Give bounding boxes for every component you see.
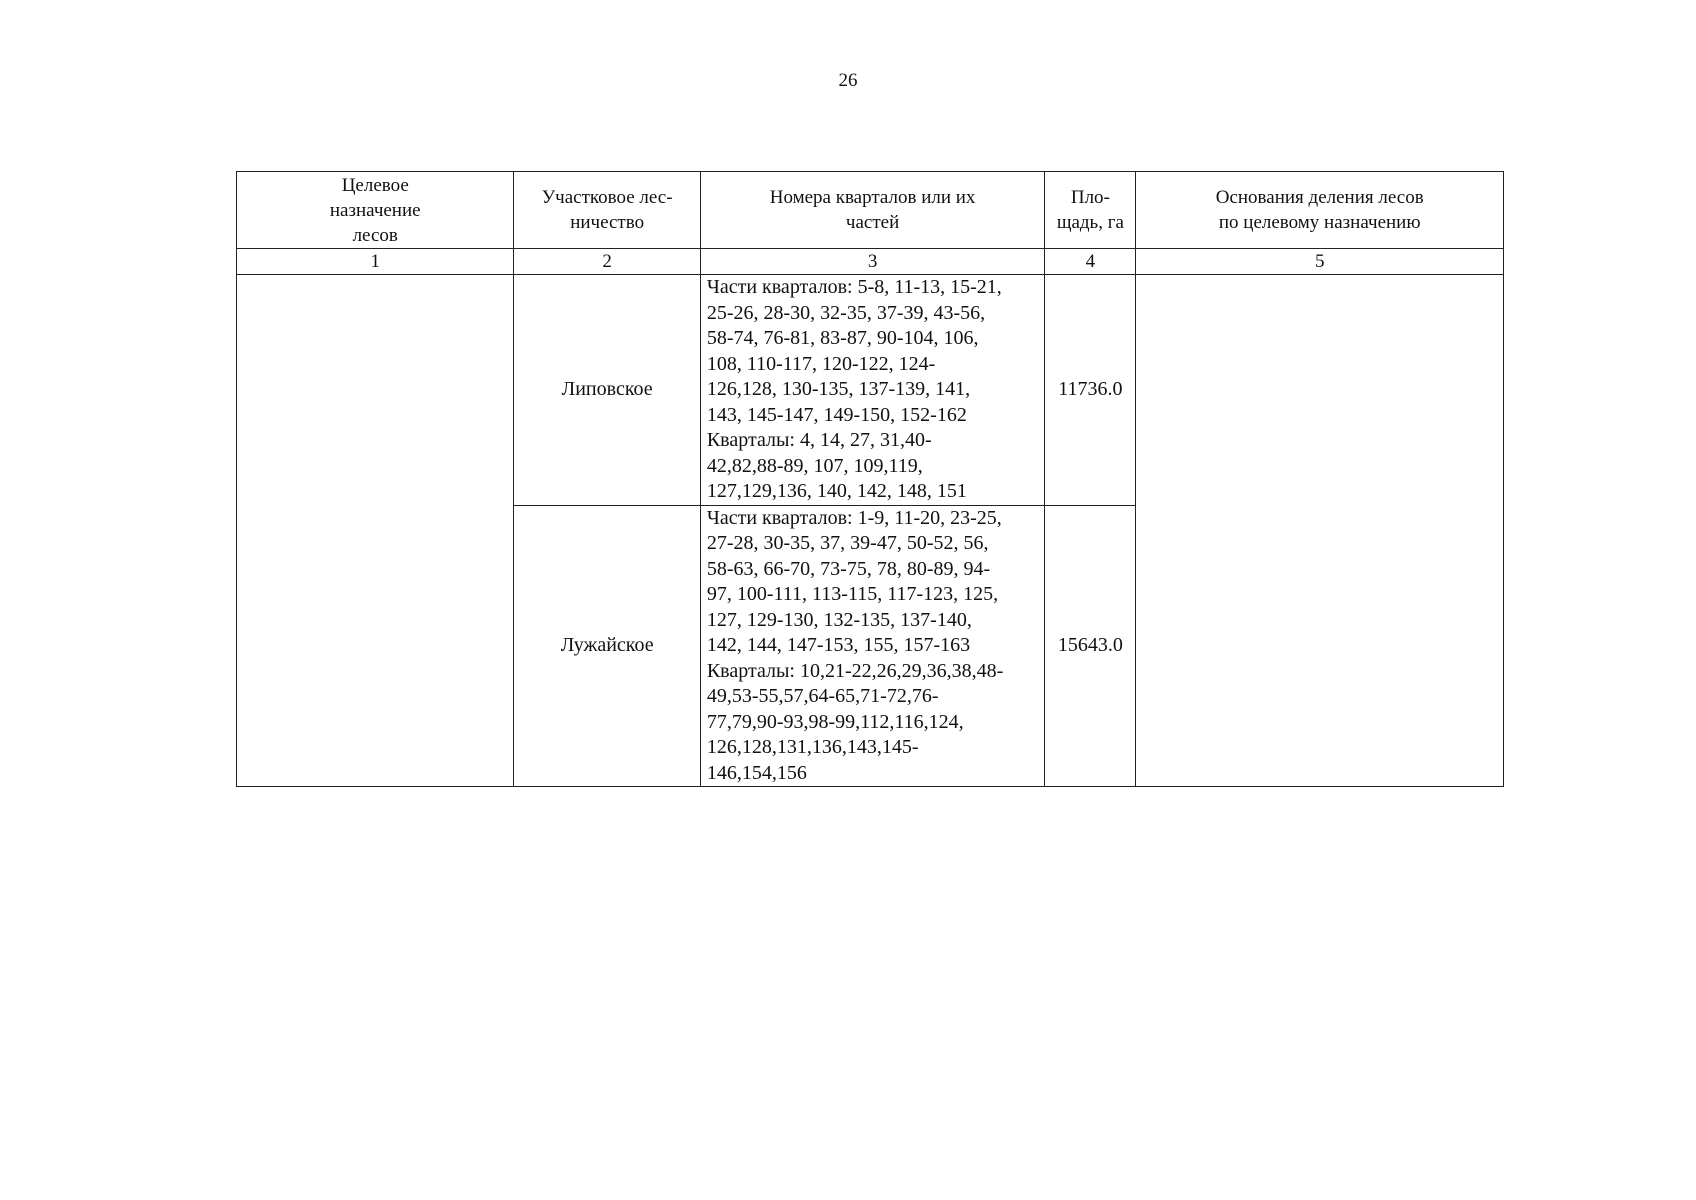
quarters-line: Кварталы: 4, 14, 27, 31,40- <box>706 429 932 451</box>
quarters-list <box>700 505 1044 787</box>
header-line: по целевому назначению <box>1218 212 1421 233</box>
quarters-line: 108, 110-117, 120-122, 124- <box>706 352 936 375</box>
area-value: 15643.0 <box>1045 505 1136 787</box>
header-line: Номера кварталов или их <box>769 187 976 208</box>
quarters-line: 146,154,156 <box>706 761 807 784</box>
quarters-line: 27-28, 30-35, 37, 39-47, 50-52, 56, <box>706 532 989 554</box>
purpose-cell-empty <box>237 275 514 787</box>
header-line: Пло- <box>1070 187 1110 208</box>
forestry-name: Лужайское <box>514 505 700 787</box>
table-header-row <box>237 172 1504 249</box>
quarters-list <box>700 275 1044 506</box>
header-line: щадь, га <box>1056 212 1124 233</box>
quarters-line: 58-74, 76-81, 83-87, 90-104, 106, <box>706 327 979 349</box>
quarters-line: Кварталы: 10,21-22,26,29,36,38,48- <box>706 659 1004 682</box>
header-line: Целевое <box>341 174 409 196</box>
forest-purpose-table <box>236 171 1504 787</box>
header-line: Участковое лес- <box>541 187 673 208</box>
page-number: 26 <box>838 70 858 91</box>
quarters-line: 143, 145-147, 149-150, 152-162 <box>706 403 967 426</box>
quarters-line: 142, 144, 147-153, 155, 157-163 <box>706 634 971 656</box>
basis-cell-empty <box>1136 275 1504 787</box>
quarters-line: 25-26, 28-30, 32-35, 37-39, 43-56, <box>706 301 986 324</box>
quarters-line: Части кварталов: 5-8, 11-13, 15-21, <box>706 276 1002 298</box>
header-basis <box>1136 172 1504 249</box>
header-line: Основания деления лесов <box>1215 187 1424 208</box>
quarters-line: 97, 100-111, 113-115, 117-123, 125, <box>706 583 999 605</box>
table-row <box>237 275 1504 506</box>
column-number: 4 <box>1045 249 1136 275</box>
header-area <box>1045 172 1136 249</box>
header-line: частей <box>845 212 900 233</box>
column-number-row <box>237 249 1504 275</box>
header-line: лесов <box>352 224 398 246</box>
quarters-line: 126,128, 130-135, 137-139, 141, <box>706 378 971 400</box>
quarters-line: 77,79,90-93,98-99,112,116,124, <box>706 710 964 733</box>
column-number: 1 <box>237 249 514 275</box>
header-forestry <box>514 172 700 249</box>
quarters-line: 126,128,131,136,143,145- <box>706 736 919 758</box>
column-number: 5 <box>1136 249 1504 275</box>
column-number: 3 <box>700 249 1044 275</box>
quarters-line: 58-63, 66-70, 73-75, 78, 80-89, 94- <box>706 557 991 580</box>
area-value: 11736.0 <box>1045 275 1136 506</box>
quarters-line: 42,82,88-89, 107, 109,119, <box>706 454 923 477</box>
quarters-line: Части кварталов: 1-9, 11-20, 23-25, <box>706 506 1002 529</box>
header-purpose <box>237 172 514 249</box>
quarters-line: 49,53-55,57,64-65,71-72,76- <box>706 685 939 707</box>
header-line: ничество <box>570 212 645 233</box>
column-number: 2 <box>514 249 700 275</box>
header-quarters <box>700 172 1044 249</box>
quarters-line: 127, 129-130, 132-135, 137-140, <box>706 608 972 631</box>
forestry-name: Липовское <box>514 275 700 506</box>
header-line: назначение <box>329 199 421 221</box>
quarters-line: 127,129,136, 140, 142, 148, 151 <box>706 480 967 502</box>
